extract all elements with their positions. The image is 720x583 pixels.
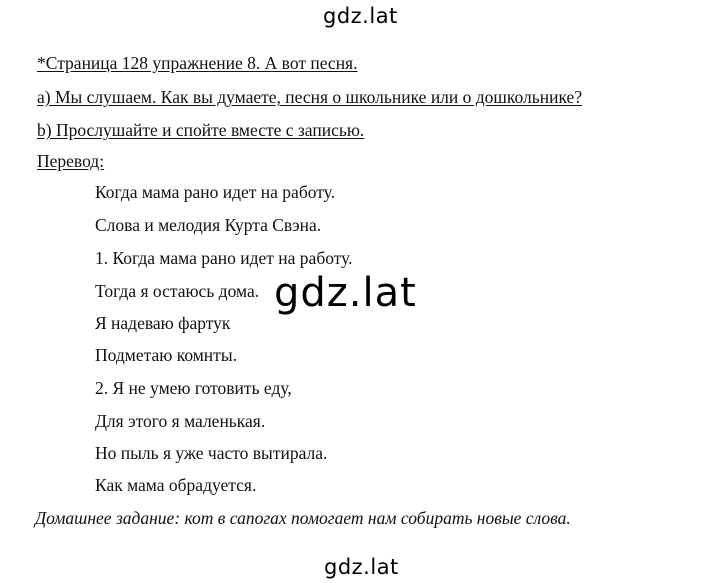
poem-line: 2. Я не умею готовить еду,	[95, 378, 292, 398]
poem-line: Тогда я остаюсь дома.	[95, 281, 260, 301]
poem-line: Для этого я маленькая.	[95, 411, 266, 431]
poem-line: Но пыль я уже часто вытирала.	[95, 443, 328, 463]
watermark-bottom: gdz.lat	[324, 555, 399, 579]
poem-line: Как мама обрадуется.	[95, 475, 257, 495]
poem-line: Подметаю комнты.	[95, 345, 237, 365]
exercise-title: *Страница 128 упражнение 8. А вот песня.	[37, 53, 358, 73]
homework-note: Домашнее задание: кот в сапогах помогает нам собирать новые слова.	[35, 508, 571, 528]
poem-line: Слова и мелодия Курта Свэна.	[95, 215, 322, 235]
poem-line: 1. Когда мама рано идет на работу.	[95, 248, 353, 268]
watermark-center: gdz.lat	[274, 270, 417, 316]
task-b: b) Прослушайте и спойте вместе с записью.	[37, 120, 365, 140]
poem-line: Когда мама рано идет на работу.	[95, 182, 336, 202]
poem-line: Я надеваю фартук	[95, 313, 231, 333]
translation-label: Перевод:	[37, 151, 105, 171]
watermark-top: gdz.lat	[323, 4, 398, 28]
task-a: а) Мы слушаем. Как вы думаете, песня о школьнике или о дошкольнике?	[37, 87, 583, 107]
